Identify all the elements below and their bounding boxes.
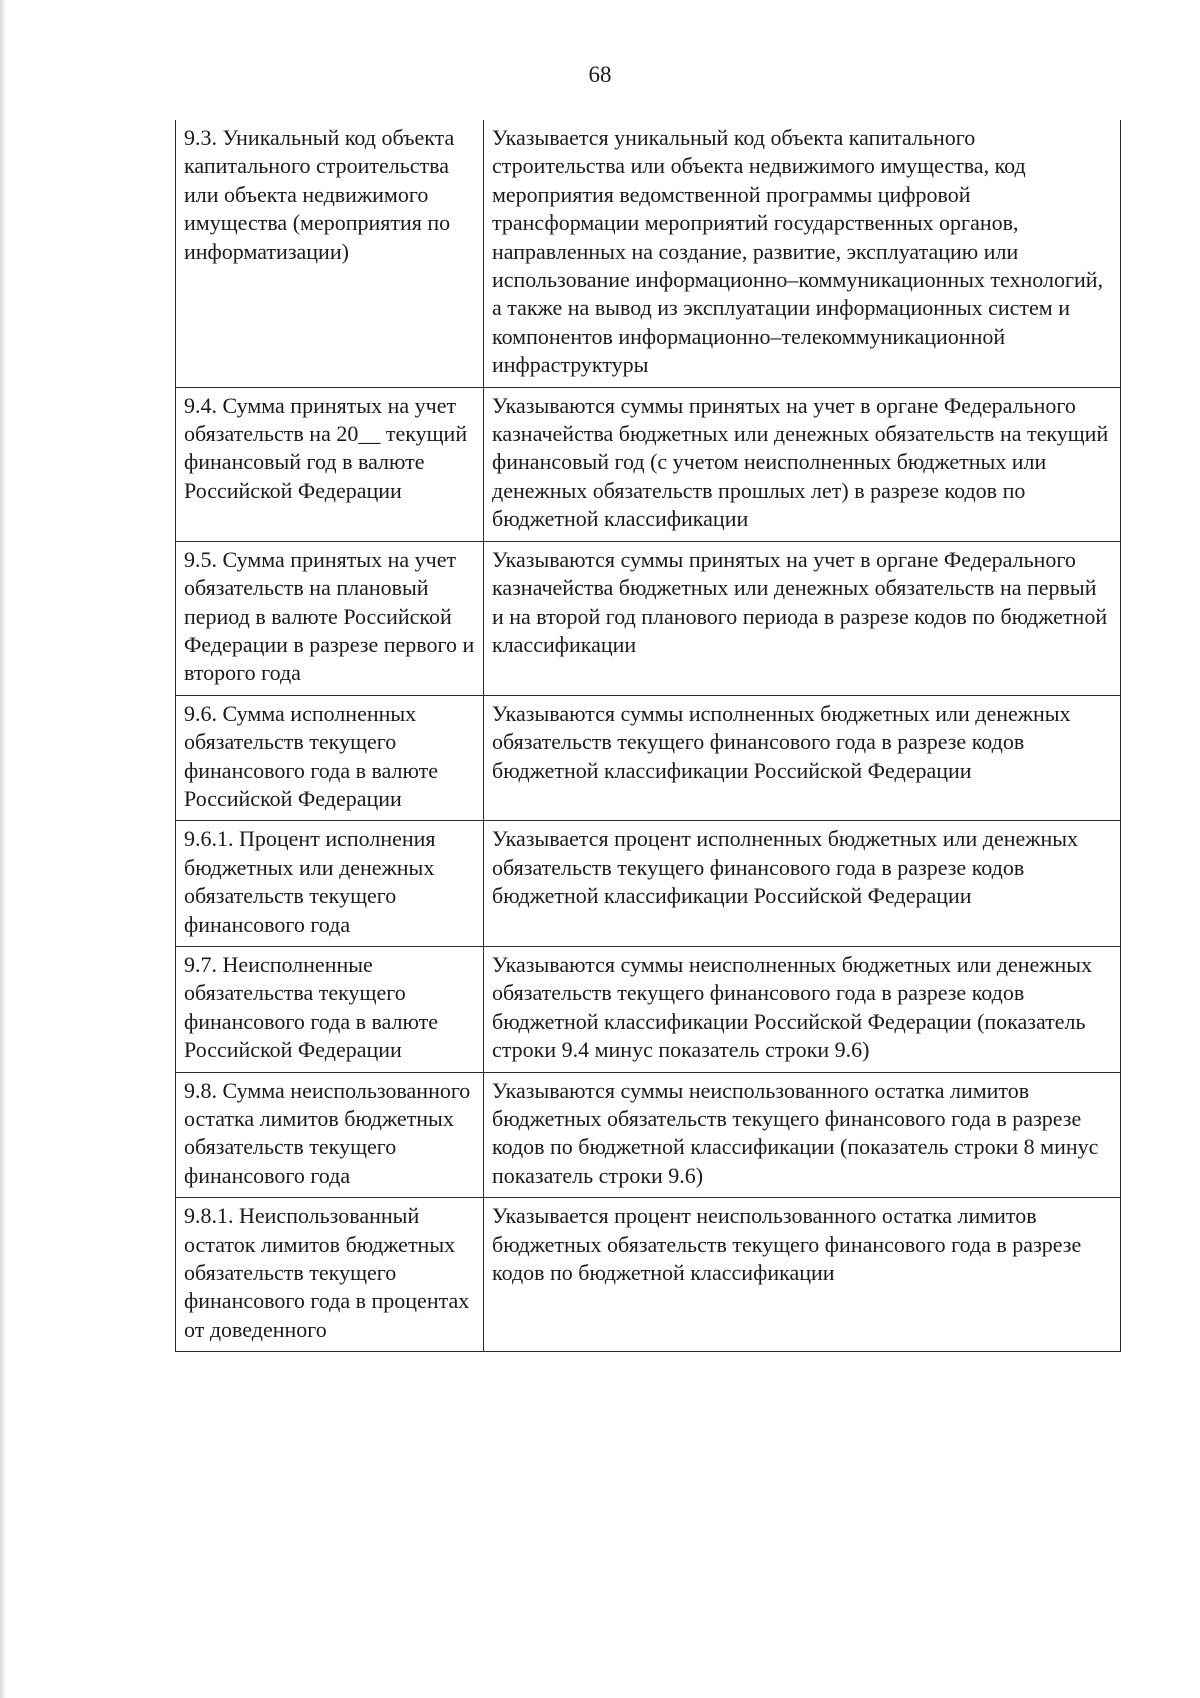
scan-edge xyxy=(0,0,6,1698)
description-cell: Указываются суммы неиспользованного остатка лимитов бюджетных обязательств текущего финансового года в разрезе кодов по бюджетной классификации (показатель строки 8 минус показатель строки 9.6) xyxy=(484,1072,1121,1198)
table-row xyxy=(176,387,1121,541)
table-row xyxy=(176,1072,1121,1198)
table-row xyxy=(176,541,1121,695)
description-cell: Указываются суммы принятых на учет в органе Федерального казначейства бюджетных или денежных обязательств на первый и на второй год планового периода в разрезе кодов по бюджетной классификации xyxy=(484,541,1121,695)
field-name-cell: 9.5. Сумма принятых на учет обязательств на плановый период в валюте Российской Федерации в разрезе первого и второго года xyxy=(176,541,484,695)
description-cell: Указывается процент исполненных бюджетных или денежных обязательств текущего финансового года в разрезе кодов бюджетной классификации Российской Федерации xyxy=(484,821,1121,947)
table-row xyxy=(176,120,1121,387)
description-cell: Указывается уникальный код объекта капитального строительства или объекта недвижимого имущества, код мероприятия ведомственной программы цифровой трансформации мероприятий государственных органов, направленных на создание, развитие, эксплуатацию или использование информационно–коммуникационных технологий, а также на вывод из эксплуатации информационных систем и компонентов информационно–телекоммуникационной инфраструктуры xyxy=(484,120,1121,387)
field-name-cell: 9.4. Сумма принятых на учет обязательств на 20__ текущий финансовый год в валюте Российской Федерации xyxy=(176,387,484,541)
table-row xyxy=(176,1198,1121,1352)
description-cell: Указываются суммы неисполненных бюджетных или денежных обязательств текущего финансового года в разрезе кодов бюджетной классификации Российской Федерации (показатель строки 9.4 минус показатель строки 9.6) xyxy=(484,946,1121,1072)
field-name-cell: 9.3. Уникальный код объекта капитального строительства или объекта недвижимого имущества (мероприятия по информатизации) xyxy=(176,120,484,387)
description-cell: Указываются суммы принятых на учет в органе Федерального казначейства бюджетных или денежных обязательств на текущий финансовый год (с учетом неисполненных бюджетных или денежных обязательств прошлых лет) в разрезе кодов по бюджетной классификации xyxy=(484,387,1121,541)
table-row xyxy=(176,946,1121,1072)
description-cell: Указывается процент неиспользованного остатка лимитов бюджетных обязательств текущего финансового года в разрезе кодов по бюджетной классификации xyxy=(484,1198,1121,1352)
field-name-cell: 9.7. Неисполненные обязательства текущего финансового года в валюте Российской Федерации xyxy=(176,946,484,1072)
field-name-cell: 9.6.1. Процент исполнения бюджетных или денежных обязательств текущего финансового года xyxy=(176,821,484,947)
table-row xyxy=(176,695,1121,821)
page-number: 68 xyxy=(588,62,612,87)
field-name-cell: 9.8. Сумма неиспользованного остатка лимитов бюджетных обязательств текущего финансового года xyxy=(176,1072,484,1198)
requirements-table xyxy=(175,120,1121,1352)
description-cell: Указываются суммы исполненных бюджетных или денежных обязательств текущего финансового года в разрезе кодов бюджетной классификации Российской Федерации xyxy=(484,695,1121,821)
field-name-cell: 9.8.1. Неиспользованный остаток лимитов бюджетных обязательств текущего финансового года в процентах от доведенного xyxy=(176,1198,484,1352)
field-name-cell: 9.6. Сумма исполненных обязательств текущего финансового года в валюте Российской Федерации xyxy=(176,695,484,821)
table-row xyxy=(176,821,1121,947)
